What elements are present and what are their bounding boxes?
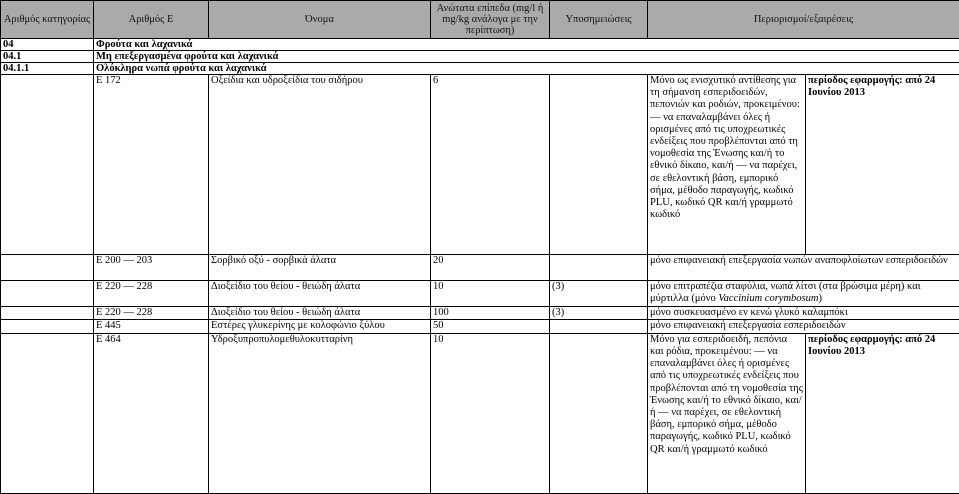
footnote-cell bbox=[550, 320, 648, 333]
restriction-cell: μόνο συσκευασμένο εν κενώ γλυκό καλαμπόκι bbox=[648, 307, 959, 320]
section-code: 04.1.1 bbox=[1, 63, 94, 75]
header-name: Όνομα bbox=[209, 1, 431, 39]
section-title: Φρούτα και λαχανικά bbox=[94, 39, 959, 51]
section-row bbox=[1, 63, 959, 75]
table-row bbox=[1, 320, 959, 333]
restriction-text-end: ) bbox=[818, 293, 822, 304]
period-cell: περίοδος εφαρμογής: από 24 Ιουνίου 2013 bbox=[806, 333, 959, 493]
period-cell: περίοδος εφαρμογής: από 24 Ιουνίου 2013 bbox=[806, 75, 959, 255]
footnote-cell bbox=[550, 75, 648, 255]
category-cell bbox=[1, 333, 94, 493]
header-row bbox=[1, 1, 959, 39]
section-code: 04 bbox=[1, 39, 94, 51]
level-cell: 6 bbox=[431, 75, 550, 255]
section-row bbox=[1, 39, 959, 51]
name-cell: Διοξείδιο του θείου - θειώδη άλατα bbox=[209, 307, 431, 320]
name-cell: Οξείδια και υδροξείδια του σιδήρου bbox=[209, 75, 431, 255]
e-number-cell: E 464 bbox=[94, 333, 209, 493]
table-row bbox=[1, 333, 959, 493]
restriction-cell: μόνο επιφανειακή επεξεργασία νωπών αναποφλοίωτων εσπεριδοειδών bbox=[648, 255, 959, 281]
restriction-species: Vaccinium corymbosum bbox=[718, 293, 818, 304]
restriction-text: μόνο επιτραπέζια σταφύλια, νωπά λίτσι (στα βρώσιμα μέρη) και μύρτιλλα (μόνο bbox=[650, 281, 921, 304]
header-max-level: Ανώτατα επίπεδα (mg/l ή mg/kg ανάλογα με την περίπτωση) bbox=[431, 1, 550, 39]
e-number-cell: E 220 — 228 bbox=[94, 281, 209, 307]
e-number-cell: E 220 — 228 bbox=[94, 307, 209, 320]
section-row bbox=[1, 51, 959, 63]
category-cell bbox=[1, 307, 94, 320]
e-number-cell: E 445 bbox=[94, 320, 209, 333]
e-number-cell: E 200 — 203 bbox=[94, 255, 209, 281]
name-cell: Διοξείδιο του θείου - θειώδη άλατα bbox=[209, 281, 431, 307]
header-e-number: Αριθμός Ε bbox=[94, 1, 209, 39]
table-row bbox=[1, 281, 959, 307]
table-row bbox=[1, 307, 959, 320]
header-category: Αριθμός κατηγορίας bbox=[1, 1, 94, 39]
section-title: Μη επεξεργασμένα φρούτα και λαχανικά bbox=[94, 51, 959, 63]
level-cell: 10 bbox=[431, 333, 550, 493]
section-code: 04.1 bbox=[1, 51, 94, 63]
table-row bbox=[1, 255, 959, 281]
footnote-cell: (3) bbox=[550, 307, 648, 320]
category-cell bbox=[1, 75, 94, 255]
restriction-cell bbox=[648, 281, 959, 307]
footnote-cell bbox=[550, 255, 648, 281]
footnote-cell: (3) bbox=[550, 281, 648, 307]
section-title: Ολόκληρα νωπά φρούτα και λαχανικά bbox=[94, 63, 959, 75]
category-cell bbox=[1, 281, 94, 307]
name-cell: Υδροξυπροπυλομεθυλοκυτταρίνη bbox=[209, 333, 431, 493]
name-cell: Εστέρες γλυκερίνης με κολοφώνιο ξύλου bbox=[209, 320, 431, 333]
restriction-cell: Μόνο ως ενισχυτικό αντίθεσης για τη σήμανση εσπεριδοειδών, πεπονιών και ροδιών, προκειμένου: — να επαναλαμβάνει όλες ή ορισμένες από τις υποχρεωτικές ενδείξεις που προβλέπονται από τη νομοθεσία της Ένωσης και/ή το εθνικό δίκαιο, και/ή — να παρέχει, σε εθελοντική βάση, εμπορικό σήμα, μέθοδο παραγωγής, κωδικό PLU, κωδικό QR και/ή γραμμωτό κωδικό bbox=[648, 75, 806, 255]
header-footnotes: Υποσημειώσεις bbox=[550, 1, 648, 39]
level-cell: 50 bbox=[431, 320, 550, 333]
level-cell: 100 bbox=[431, 307, 550, 320]
category-cell bbox=[1, 255, 94, 281]
name-cell: Σορβικό οξύ - σορβικά άλατα bbox=[209, 255, 431, 281]
footnote-cell bbox=[550, 333, 648, 493]
level-cell: 10 bbox=[431, 281, 550, 307]
restriction-cell: Μόνο για εσπεριδοειδή, πεπόνια και ρόδια, προκειμένου: — να επαναλαμβάνει όλες ή ορισμένες από τις υποχρεωτικές ενδείξεις που προβλέπονται από τη νομοθεσία της Ένωσης και/ή το εθνικό δίκαιο, και/ή — να παρέχει, σε εθελοντική βάση, εμπορικό σήμα, μέθοδο παραγωγής, κωδικό PLU, κωδικό QR και/ή γραμμωτό κωδικό bbox=[648, 333, 806, 493]
category-cell bbox=[1, 320, 94, 333]
level-cell: 20 bbox=[431, 255, 550, 281]
header-restrictions: Περιορισμοί/εξαιρέσεις bbox=[648, 1, 959, 39]
restriction-cell: μόνο επιφανειακή επεξεργασία εσπεριδοειδών bbox=[648, 320, 959, 333]
table-row bbox=[1, 75, 959, 255]
e-number-cell: E 172 bbox=[94, 75, 209, 255]
